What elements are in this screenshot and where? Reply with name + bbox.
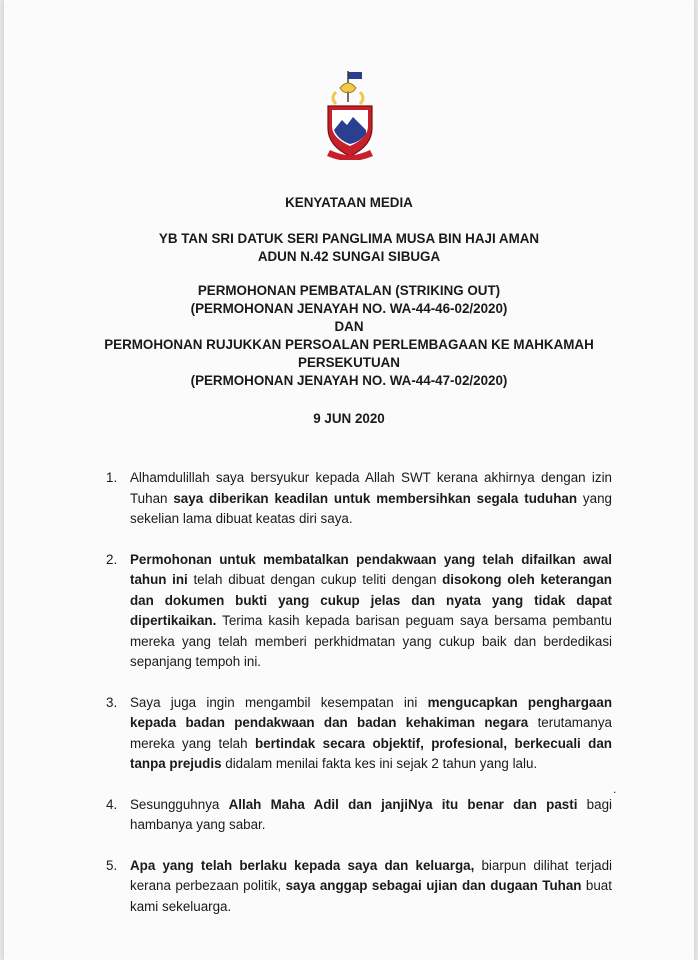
numbered-paragraphs — [106, 468, 612, 937]
body-text: Sesungguhnya — [130, 796, 229, 812]
body-text: Alhamdulillah saya bersyukur kepada Allah SWT kerana akhirnya dengan izin Tuhan — [130, 470, 612, 506]
paragraph-text — [130, 468, 612, 530]
paragraph-text — [130, 856, 612, 918]
document-date: 9 JUN 2020 — [313, 411, 385, 426]
emphasis-text: mengucapkan penghargaan kepada badan pendakwaan dan badan kehakiman negara — [130, 694, 612, 730]
emphasis-text: disokong oleh keterangan dan dokumen bukti yang cukup jelas dan nyata yang tidak dapat dipertikaikan. — [130, 572, 612, 628]
subject-line: DAN — [334, 319, 364, 334]
paragraph-number: 5. — [106, 857, 118, 873]
emphasis-text: bertindak secara objektif, profesional, berkecuali dan tanpa prejudis — [130, 735, 612, 771]
paragraph-number: 1. — [106, 470, 118, 485]
paragraph-number: 4. — [106, 796, 118, 812]
stray-mark: . — [613, 782, 617, 796]
body-text: bagi hambanya yang sabar. — [130, 796, 612, 832]
paragraph-text — [130, 693, 612, 775]
subject-block — [0, 282, 698, 390]
paragraph-number: 3. — [106, 694, 118, 710]
emphasis-text: saya anggap sebagai ujian dan dugaan Tuhan — [285, 878, 582, 893]
paragraph-text — [130, 550, 612, 673]
emphasis-text: Permohonan untuk membatalkan pendakwaan yang telah difailkan awal tahun ini — [130, 551, 612, 587]
body-text: Terima kasih kepada barisan peguam saya bersama pembantu mereka yang telah memberi perkhidmatan yang cukup baik dan berdedikasi sepanjang tempoh ini. — [130, 613, 612, 669]
emphasis-text: saya diberikan keadilan untuk membersihkan segala tuduhan — [173, 490, 578, 506]
paragraph-text — [130, 795, 612, 836]
subject-line: PERSEKUTUAN — [298, 355, 400, 370]
subject-line: (PERMOHONAN JENAYAH NO. WA-44-46-02/2020) — [190, 301, 508, 316]
subject-line: PERMOHONAN PEMBATALAN (STRIKING OUT) — [197, 283, 501, 298]
paragraph-item — [106, 856, 612, 918]
emphasis-text: Allah Maha Adil dan janjiNya itu benar dan pasti — [228, 796, 578, 812]
subject-line: (PERMOHONAN JENAYAH NO. WA-44-47-02/2020) — [190, 373, 508, 388]
body-text: Saya juga ingin mengambil kesempatan ini — [130, 694, 428, 710]
document-title: KENYATAAN MEDIA — [285, 195, 413, 210]
person-name: YB TAN SRI DATUK SERI PANGLIMA MUSA BIN HAJI AMAN — [158, 231, 540, 246]
crest-logo — [318, 68, 382, 160]
emphasis-text: Apa yang telah berlaku kepada saya dan keluarga, — [130, 857, 475, 873]
paragraph-item — [106, 550, 612, 673]
body-text: yang sekelian lama dibuat keatas diri saya. — [130, 490, 612, 526]
paragraph-item — [106, 693, 612, 775]
body-text: biarpun dilihat terjadi kerana perbezaan politik, — [130, 857, 612, 893]
body-text: didalam menilai fakta kes ini sejak 2 tahun yang lalu. — [221, 756, 538, 771]
body-text: terutamanya mereka yang telah — [130, 715, 613, 751]
body-text: telah dibuat dengan cukup teliti dengan — [187, 572, 443, 587]
paragraph-number: 2. — [106, 551, 118, 567]
body-text: buat kami sekeluarga. — [130, 878, 612, 914]
paragraph-item — [106, 468, 612, 530]
crest-figure — [340, 83, 356, 93]
subject-line: PERMOHONAN RUJUKKAN PERSOALAN PERLEMBAGAAN KE MAHKAMAH — [104, 337, 594, 352]
crest-flag — [348, 72, 362, 79]
person-seat: ADUN N.42 SUNGAI SIBUGA — [257, 249, 441, 264]
person-block — [0, 230, 698, 266]
paragraph-item — [106, 795, 612, 836]
